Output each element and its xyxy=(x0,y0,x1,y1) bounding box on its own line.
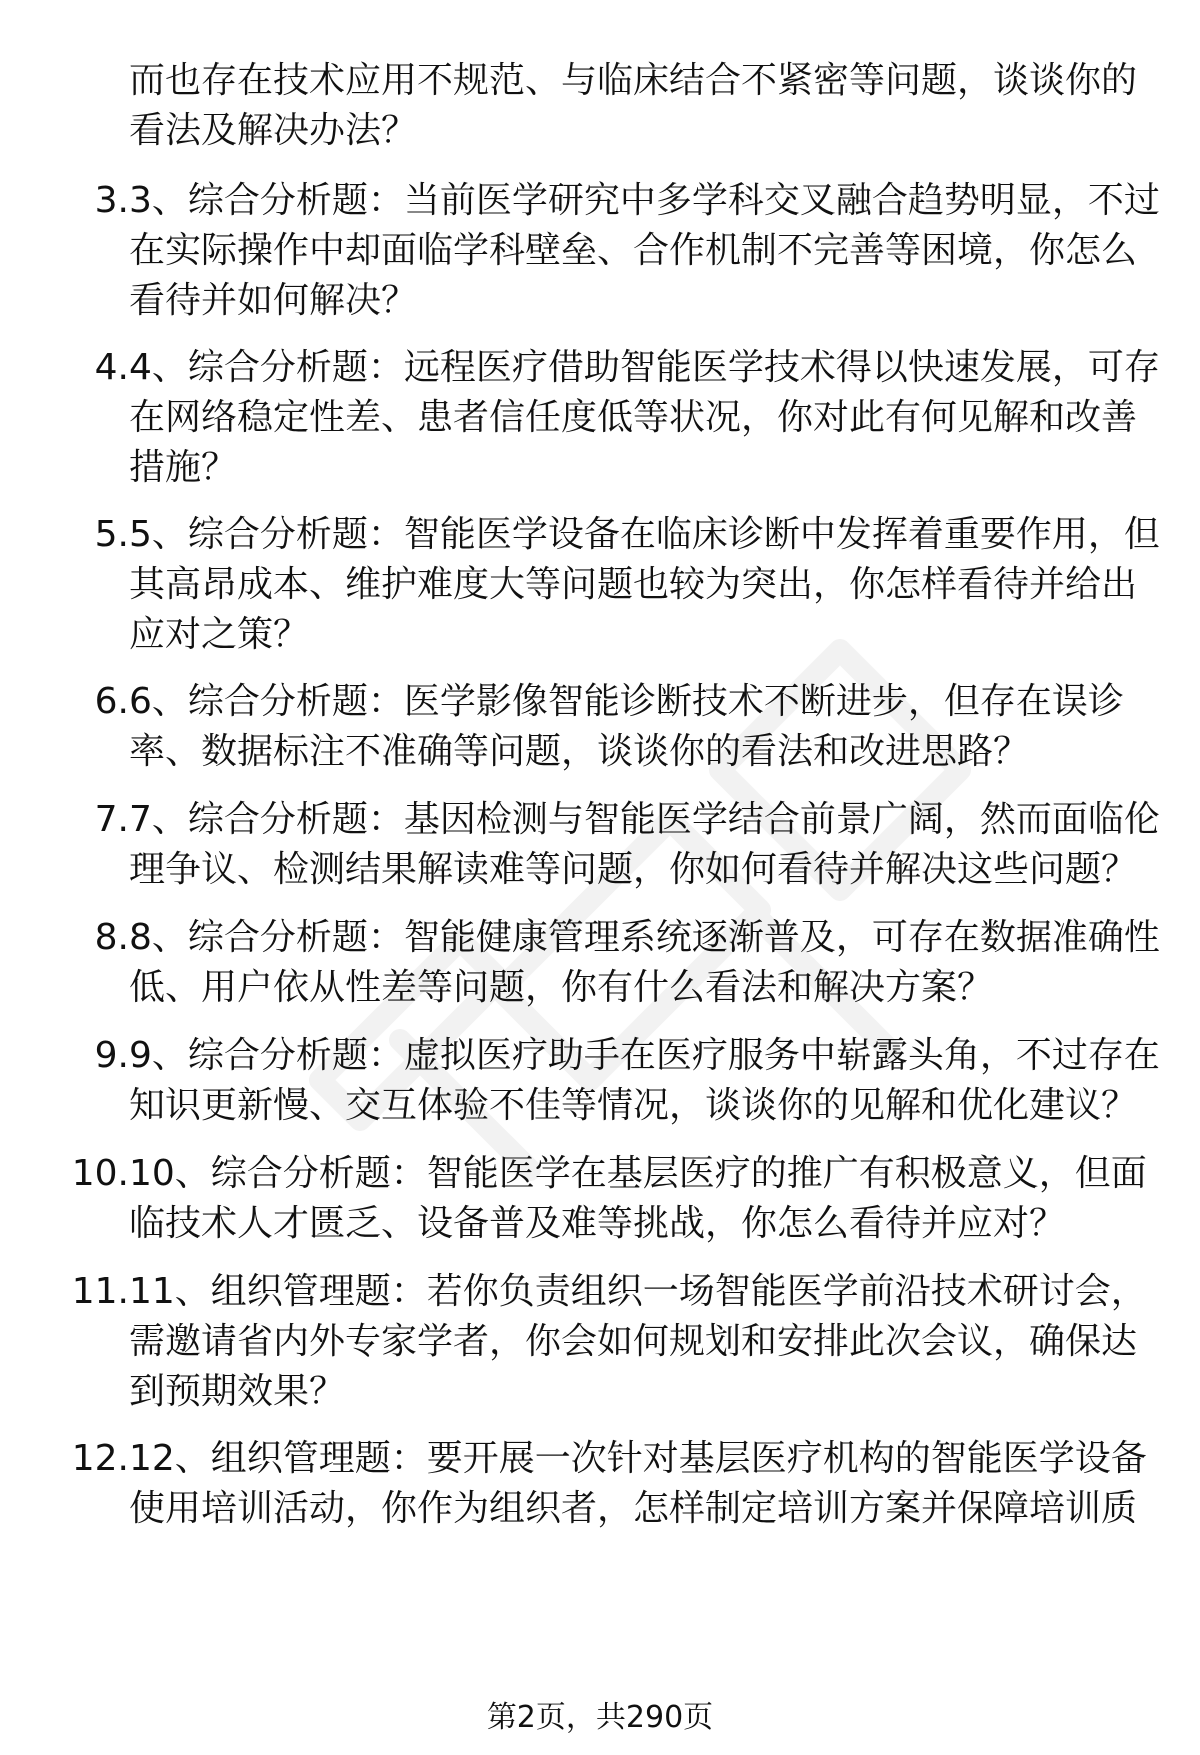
item-text: 5、综合分析题：智能医学设备在临床诊断中发挥着重要作用，但其高昂成本、维护难度大等问题也较为突出，你怎样看待并给出应对之策？ xyxy=(129,514,1160,655)
item-number: 9. xyxy=(94,1035,129,1076)
item-number: 4. xyxy=(94,347,129,388)
item-text: 3、综合分析题：当前医学研究中多学科交叉融合趋势明显，不过在实际操作中却面临学科壁垒、合作机制不完善等困境，你怎么看待并如何解决？ xyxy=(129,180,1160,321)
item-number: 7. xyxy=(94,799,129,840)
item-text: 11、组织管理题：若你负责组织一场智能医学前沿技术研讨会，需邀请省内外专家学者，你会如何规划和安排此次会议，确保达到预期效果？ xyxy=(129,1271,1147,1412)
item-number: 10. xyxy=(71,1153,129,1194)
item-number: 11. xyxy=(71,1271,129,1312)
item-text: 6、综合分析题：医学影像智能诊断技术不断进步，但存在误诊率、数据标注不准确等问题，谈谈你的看法和改进思路？ xyxy=(129,681,1124,772)
continuation-paragraph: 而也存在技术应用不规范、与临床结合不紧密等问题，谈谈你的看法及解决办法？ xyxy=(129,60,1138,151)
item-text: 10、综合分析题：智能医学在基层医疗的推广有积极意义，但面临技术人才匮乏、设备普及难等挑战，你怎么看待并应对？ xyxy=(129,1153,1147,1244)
item-number: 6. xyxy=(94,681,129,722)
item-text: 7、综合分析题：基因检测与智能医学结合前景广阔，然而面临伦理争议、检测结果解读难等问题，你如何看待并解决这些问题？ xyxy=(129,799,1160,890)
item-number: 12. xyxy=(71,1438,129,1479)
item-number: 5. xyxy=(94,514,129,555)
item-number: 3. xyxy=(94,180,129,221)
item-text: 9、综合分析题：虚拟医疗助手在医疗服务中崭露头角，不过存在知识更新慢、交互体验不佳等情况，谈谈你的见解和优化建议？ xyxy=(129,1035,1160,1126)
page-footer: 第2页，共290页 xyxy=(486,1700,714,1735)
item-number: 8. xyxy=(94,917,129,958)
item-text: 4、综合分析题：远程医疗借助智能医学技术得以快速发展，可存在网络稳定性差、患者信任度低等状况，你对此有何见解和改善措施？ xyxy=(129,347,1160,488)
item-text: 8、综合分析题：智能健康管理系统逐渐普及，可存在数据准确性低、用户依从性差等问题，你有什么看法和解决方案？ xyxy=(129,917,1160,1008)
item-text: 12、组织管理题：要开展一次针对基层医疗机构的智能医学设备使用培训活动，你作为组织者，怎样制定培训方案并保障培训质 xyxy=(129,1438,1147,1529)
